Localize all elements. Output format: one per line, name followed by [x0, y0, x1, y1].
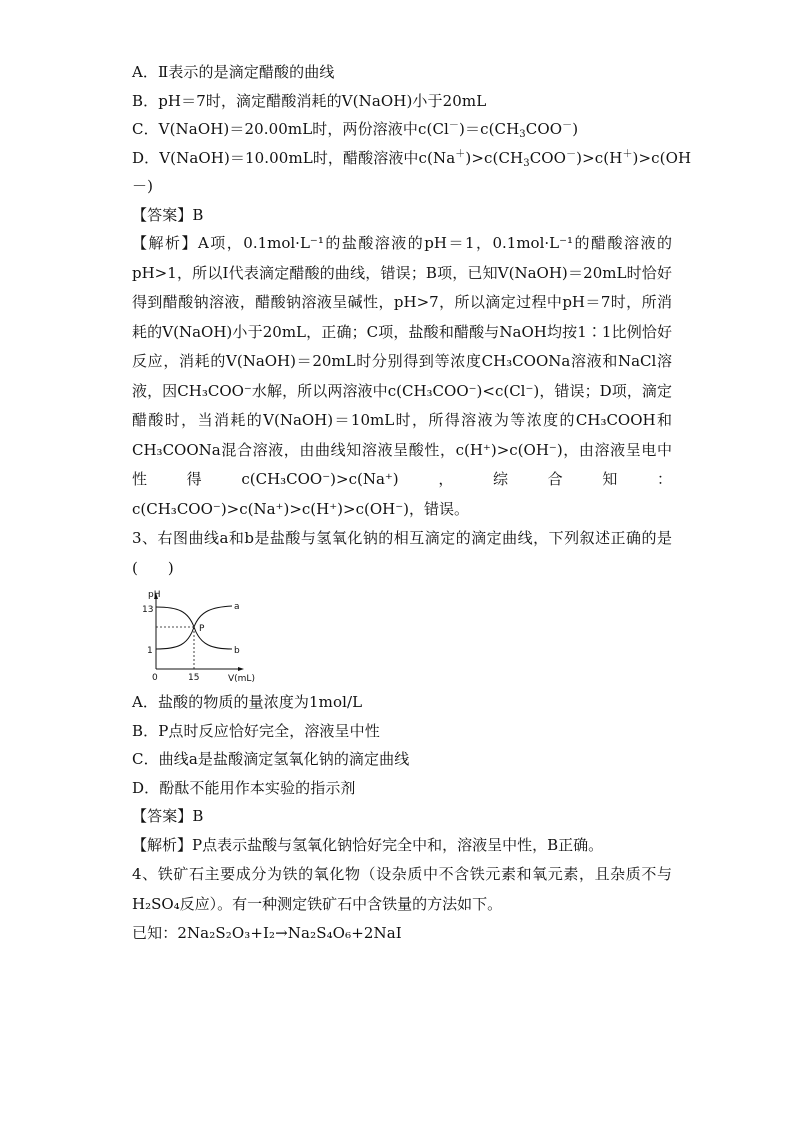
tick-1: 1	[147, 646, 153, 656]
q2-option-d-cont: －)	[132, 177, 154, 195]
q2-option-c: C．V(NaOH)＝20.00mL时，两份溶液中$c(Cl^-)=c(CH_3COO^-)$	[132, 120, 579, 140]
q4-stem: 4、铁矿石主要成分为铁的氧化物（设杂质中不含铁元素和氧元素，且杂质不与H₂SO₄反应）。有一种测定铁矿石中含铁量的方法如下。	[132, 865, 672, 913]
curve-b-label: b	[234, 646, 240, 656]
y-axis-label: pH	[148, 590, 161, 600]
q3-option-c: C．曲线a是盐酸滴定氢氧化钠的滴定曲线	[132, 750, 410, 768]
q2-option-b: B．pH＝7时，滴定醋酸消耗的V(NaOH)小于20mL	[132, 91, 487, 110]
tick-13: 13	[142, 605, 154, 615]
q3-answer: 【答案】B	[132, 807, 204, 825]
q2-option-a: A．Ⅱ表示的是滴定醋酸的曲线	[132, 63, 335, 81]
q4-equation: 2Na₂S₂O₃+I₂→Na₂S₄O₆+2NaI	[177, 924, 402, 942]
q2-answer: 【答案】B	[132, 205, 204, 224]
q3-option-b: B．P点时反应恰好完全，溶液呈中性	[132, 721, 380, 740]
q3-option-a: A．盐酸的物质的量浓度为1mol/L	[132, 693, 363, 711]
q3-option-d: D．酚酞不能用作本实验的指示剂	[132, 778, 356, 797]
curve-a-label: a	[234, 602, 240, 612]
q3-analysis: 【解析】P点表示盐酸与氢氧化钠恰好完全中和，溶液呈中性，B正确。	[132, 835, 604, 854]
q4-known: 已知：2Na₂S₂O₃+I₂→Na₂S₄O₆+2NaI	[132, 924, 402, 942]
tick-0: 0	[152, 673, 158, 683]
point-p-label: P	[199, 624, 205, 634]
q2-analysis: 【解析】A项，0.1mol·L⁻¹的盐酸溶液的pH＝1，0.1mol·L⁻¹的醋酸溶液的pH>1，所以Ⅰ代表滴定醋酸的曲线，错误；B项，已知V(NaOH)＝20mL时恰好得到醋酸钠溶液，醋酸钠溶液呈碱性，pH>7，所以滴定过程中pH＝7时，所消耗的V(NaOH)小于20mL，正确；C项，盐酸和醋酸与NaOH均按1∶1比例恰好反应，消耗的V(NaOH)＝20mL时分别得到等浓度CH₃COONa溶液和NaCl溶液，因CH₃COO⁻水解，所以两溶液中c(CH₃COO⁻)<c(Cl⁻)，错误；D项，滴定醋酸时，当消耗的V(NaOH)＝10mL时，所得溶液为等浓度的CH₃COOH和CH₃COONa混合溶液，由曲线知溶液呈酸性，c(H⁺)>c(OH⁻)，由溶液呈电中性得c(CH₃COO⁻)>c(Na⁺)，综合知：c(CH₃COO⁻)>c(Na⁺)>c(H⁺)>c(OH⁻)，错误。	[132, 234, 672, 518]
x-axis-label: V(mL)	[228, 674, 255, 684]
tick-15: 15	[188, 673, 200, 683]
titration-figure	[140, 587, 255, 684]
q2-option-d: D．V(NaOH)＝10.00mL时，醋酸溶液中$c(Na^+)>c(CH_3COO^-)>c(H^+)>c(OH$	[132, 148, 692, 169]
x-axis-arrow	[238, 667, 244, 671]
q3-stem: 3、右图曲线a和b是盐酸与氢氧化钠的相互滴定的滴定曲线，下列叙述正确的是( )	[132, 529, 672, 577]
curve-b	[156, 607, 232, 649]
document-page	[132, 58, 692, 948]
